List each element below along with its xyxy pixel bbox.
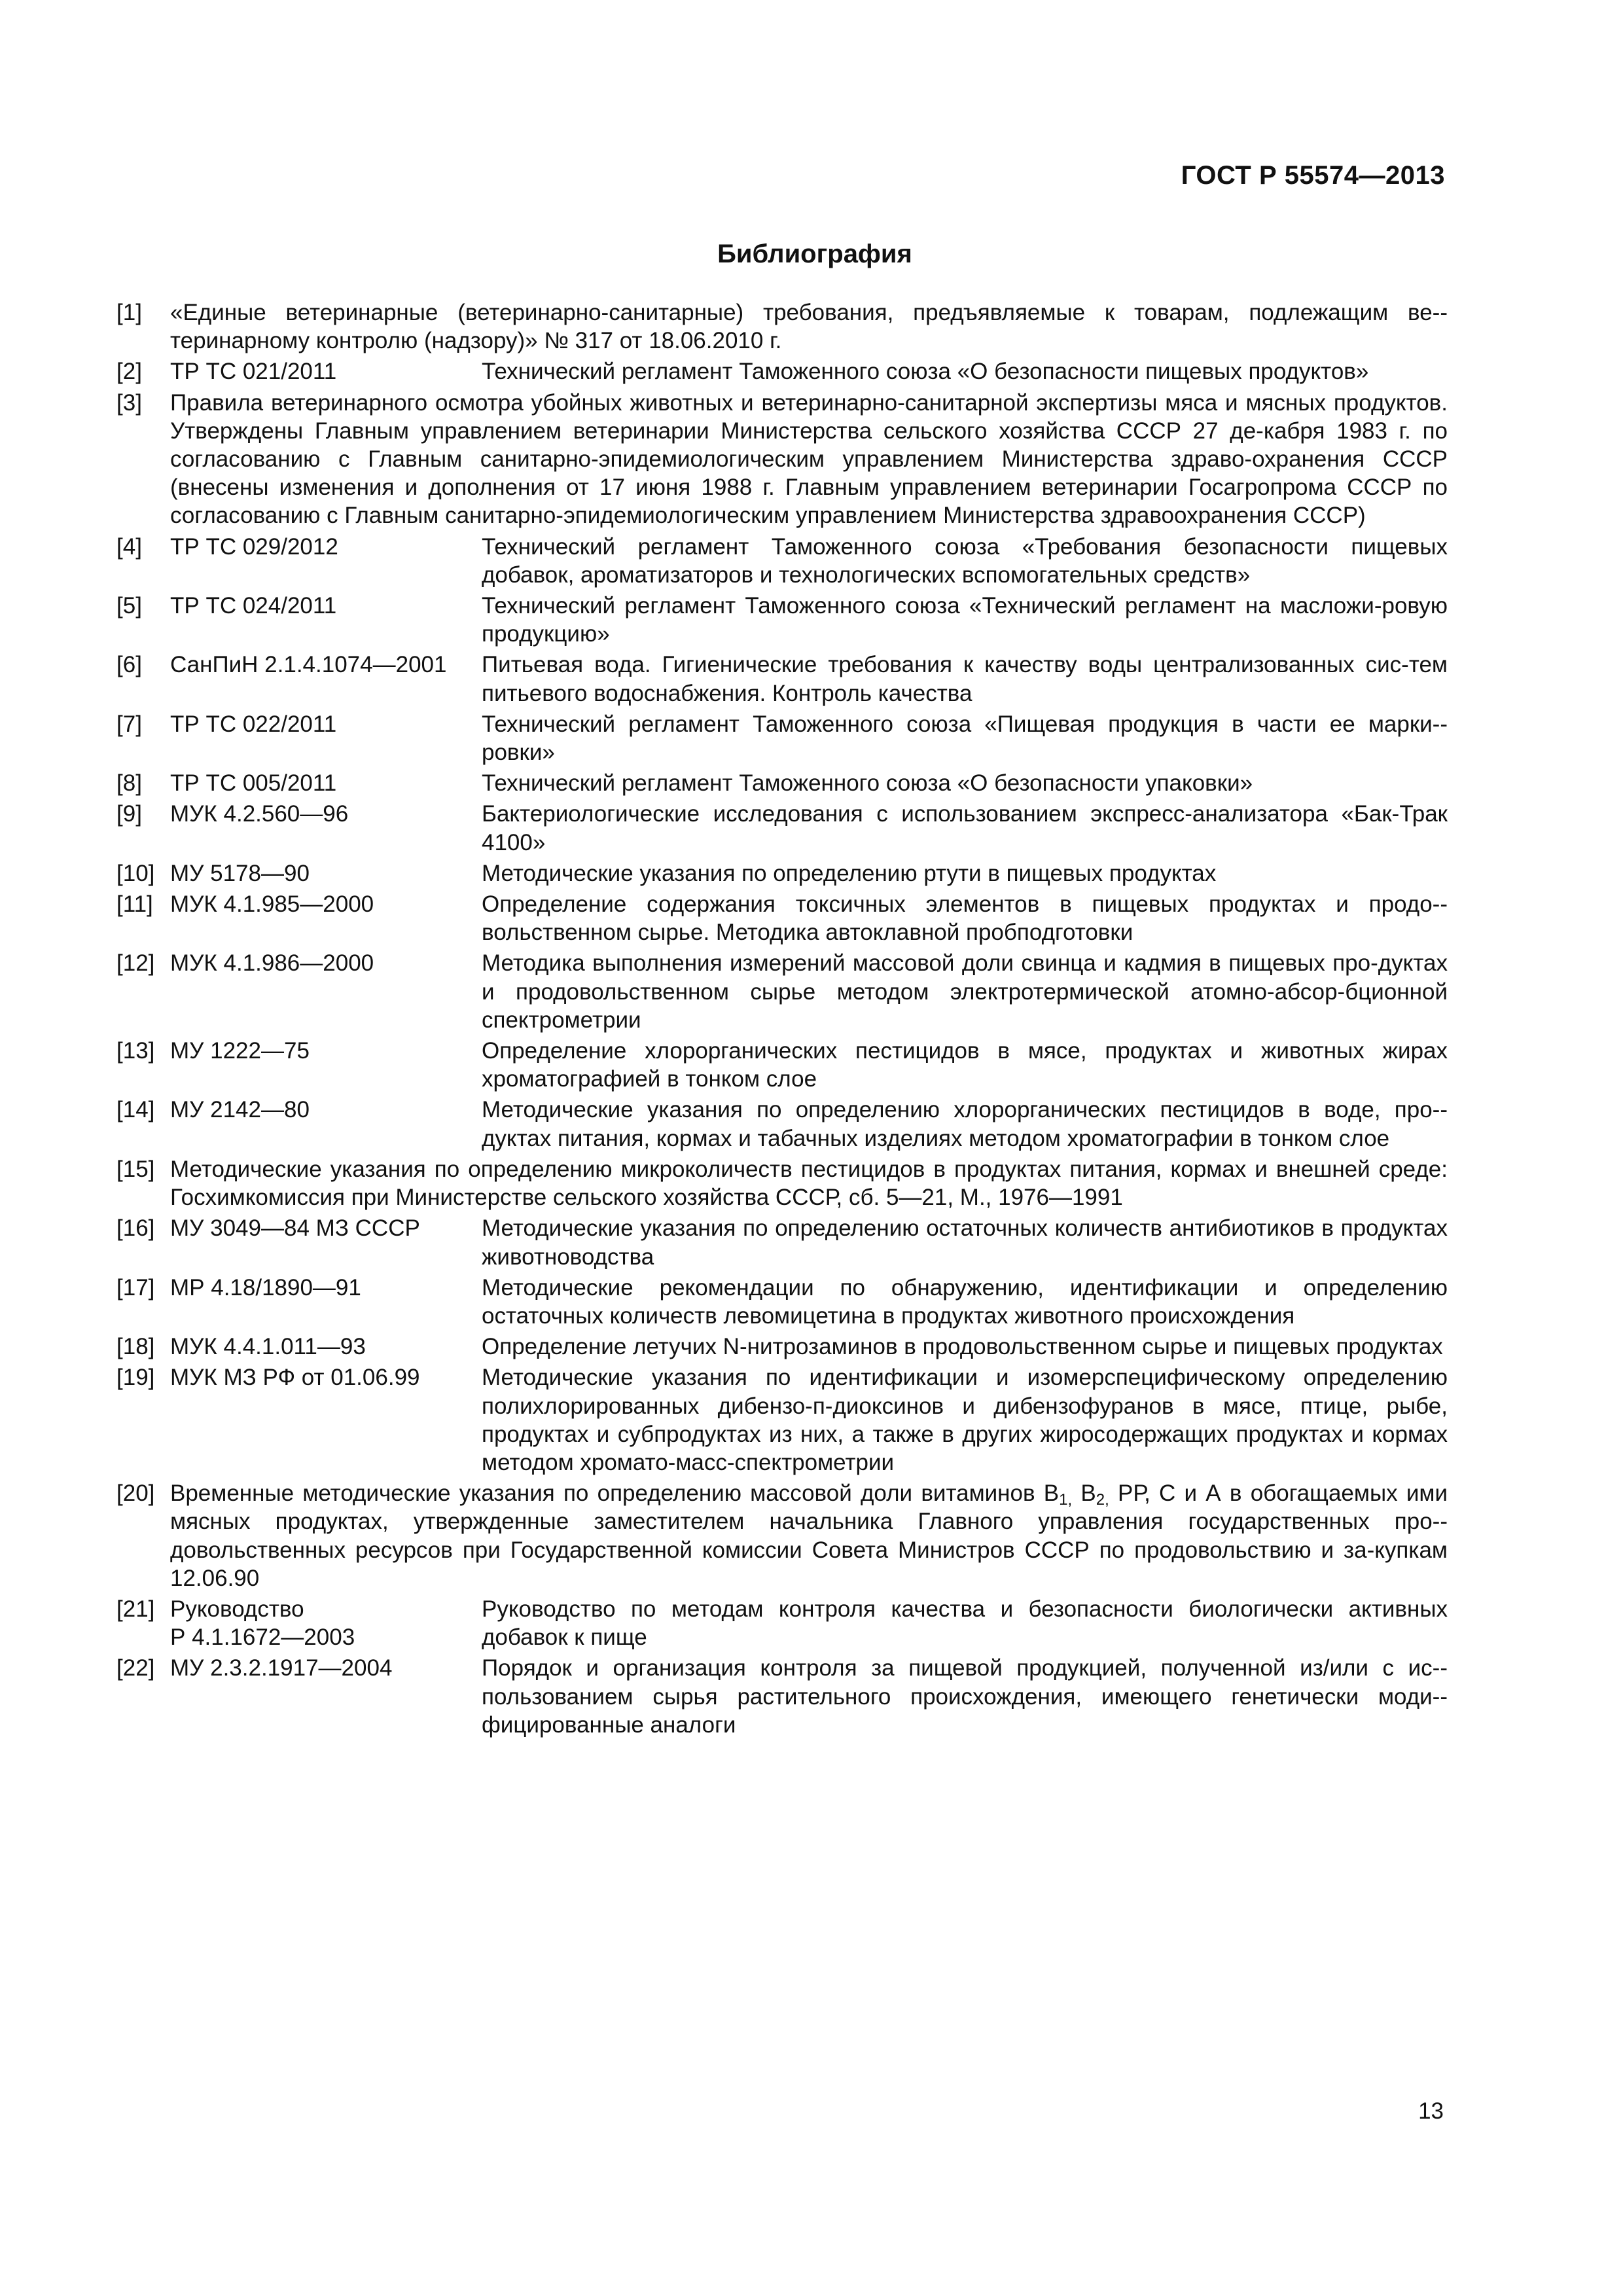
page-number: 13 [1418,2098,1444,2124]
bibliography-entry-7 [116,710,1448,766]
entry-description: Технический регламент Таможенного союза «Пищевая продукция в части ее марки-ровки» [482,711,1448,766]
bibliography-entry-11 [116,890,1448,946]
entry-description: Питьевая вода. Гигиенические требования к качеству воды централизованных сис-тем питьевого водоснабжения. Контроль качества [482,652,1448,706]
bibliography-entry-19 [116,1363,1448,1477]
bibliography-entry-20 [116,1479,1448,1592]
bibliography-entry-1 [116,298,1448,355]
entry-number: [12] [116,950,155,977]
entry-number: [19] [116,1365,155,1391]
document-code: ГОСТ Р 55574—2013 [1181,161,1445,190]
entry-number: [1] [116,300,142,325]
entry-code: МУК 4.2.560—96 [170,801,349,827]
entry-number: [6] [116,652,142,678]
entry-text: Правила ветеринарного осмотра убойных животных и ветеринарно-санитарной экспертизы мяса и мясных продуктов. Утверждены Главным управлением ветеринарии Министерства сельского хозяйства СССР 27 де-кабря 1983 г. по согласованию с Главным санитарно-эпидемиологическим управлением Министерства здраво-охранения СССР (внесены изменения и дополнения от 17 июня 1988 г. Главным управлением ветеринарии Госагропрома СССР по согласованию с Главным санитарно-эпидемиологическим управлением Министерства здравоохранения СССР) [170,389,1448,529]
entry-description: Методические указания по определению хлорорганических пестицидов в воде, про-дуктах питания, кормах и табачных изделиях методом хроматографии в тонком слое [482,1097,1448,1151]
bibliography-entry-8 [116,769,1448,797]
entry-description: Порядок и организация контроля за пищевой продукцией, полученной из/или с ис-пользованием сырья растительного происхождения, имеющего генетически моди-фицированные аналоги [482,1655,1448,1738]
entry-number: [3] [116,389,142,416]
entry-code: МУ 2.3.2.1917—2004 [170,1655,393,1681]
bibliography-entry-6 [116,651,1448,707]
bibliography-entry-15 [116,1155,1448,1211]
entry-code: ТР ТС 021/2011 [170,359,337,385]
entry-code: СанПиН 2.1.4.1074—2001 [170,652,447,678]
bibliography-list [116,298,1448,1742]
subscript: 2, [1096,1491,1109,1509]
entry-description: Методика выполнения измерений массовой доли свинца и кадмия в пищевых про-дуктах и продовольственном сырье методом электротермической атомно-абсор-бционной спектрометрии [482,950,1448,1033]
entry-text [170,1479,1448,1592]
entry-description: Технический регламент Таможенного союза «Требования безопасности пищевых добавок, ароматизаторов и технологических вспомогательных средств» [482,533,1448,588]
entry-description: Методические указания по определению ртути в пищевых продуктах [482,860,1217,886]
entry-description: Методические рекомендации по обнаружению, идентификации и определению остаточных количеств левомицетина в продуктах животного происхождения [482,1274,1448,1329]
entry-number: [2] [116,359,142,385]
entry-code: МУ 5178—90 [170,860,310,886]
bibliography-entry-21 [116,1595,1448,1651]
entry-number: [9] [116,801,142,827]
entry-number: [20] [116,1480,155,1507]
bibliography-entry-2 [116,357,1448,386]
entry-number: [22] [116,1655,155,1681]
entry-number: [8] [116,770,142,797]
bibliography-entry-4 [116,533,1448,589]
entry-description: Технический регламент Таможенного союза «О безопасности пищевых продуктов» [482,359,1369,385]
entry-code: МУК МЗ РФ от 01.06.99 [170,1365,420,1391]
entry-code: МУ 1222—75 [170,1038,310,1064]
bibliography-entry-18 [116,1333,1448,1361]
entry-number: [17] [116,1274,155,1300]
entry-text: «Единые ветеринарные (ветеринарно-санитарные) требования, предъявляемые к товарам, подлежащим ве-теринарному контролю (надзору)» № 317 от 18.06.2010 г. [170,300,1448,354]
entry-description: Бактериологические исследования с использованием экспресс-анализатора «Бак-Трак 4100» [482,801,1448,855]
bibliography-entry-16 [116,1214,1448,1270]
bibliography-entry-10 [116,859,1448,888]
entry-code: ТР ТС 024/2011 [170,593,337,619]
entry-number: [15] [116,1156,155,1182]
bibliography-entry-9 [116,800,1448,856]
entry-number: [7] [116,711,142,737]
entry-description: Определение содержания токсичных элементов в пищевых продуктах и продо-вольственном сырье. Методика автоклавной пробподготовки [482,891,1448,946]
entry-code: МУК 4.1.985—2000 [170,891,374,918]
entry-number: [5] [116,593,142,619]
entry-code: МУ 3049—84 МЗ СССР [170,1215,420,1242]
bibliography-entry-22 [116,1654,1448,1739]
entry-number: [16] [116,1215,155,1242]
bibliography-entry-13 [116,1037,1448,1093]
subscript: 1, [1059,1491,1073,1509]
entry-number: [14] [116,1097,155,1123]
entry-code: ТР ТС 005/2011 [170,770,337,797]
entry-description: Методические указания по определению остаточных количеств антибиотиков в продуктах животноводства [482,1215,1448,1270]
entry-number: [18] [116,1334,155,1360]
bibliography-entry-17 [116,1274,1448,1330]
entry-number: [10] [116,860,155,886]
entry-text: Методические указания по определению микроколичеств пестицидов в продуктах питания, кормах и внешней среде: Госхимкомиссия при Министерстве сельского хозяйства СССР, сб. 5—21, М., 1976—1991 [170,1156,1448,1211]
entry-description: Технический регламент Таможенного союза «Технический регламент на масложи-ровую продукцию» [482,593,1448,647]
entry-code: МУ 2142—80 [170,1097,310,1123]
entry-code: МУК 4.1.986—2000 [170,950,374,977]
page-title: Библиография [717,240,912,268]
entry-number: [4] [116,533,142,560]
bibliography-entry-14 [116,1096,1448,1152]
entry-code: Руководство Р 4.1.1672—2003 [170,1596,355,1651]
entry-number: [11] [116,891,153,918]
entry-code: МУК 4.4.1.011—93 [170,1334,366,1360]
entry-code: ТР ТС 022/2011 [170,711,337,737]
bibliography-entry-12 [116,949,1448,1034]
entry-description: Определение хлорорганических пестицидов в мясе, продуктах и животных жирах хроматографией в тонком слое [482,1038,1448,1092]
entry-code: ТР ТС 029/2012 [170,533,338,560]
entry-number: [21] [116,1596,155,1622]
bibliography-entry-5 [116,592,1448,648]
bibliography-entry-3 [116,389,1448,530]
entry-description: Определение летучих N-нитрозаминов в продовольственном сырье и пищевых продуктах [482,1334,1443,1360]
entry-number: [13] [116,1038,155,1064]
entry-code: МР 4.18/1890—91 [170,1274,361,1300]
entry-text-part: РР, С и А в обогащаемых ими мясных продуктах, утвержденные заместителем начальника Главного управления государственных про-довольственных ресурсов при Государственной комиссии Совета Министров СССР по продовольствию и за-купкам 12.06.90 [170,1480,1448,1591]
entry-text-part: Временные методические указания по определению массовой доли витаминов В [170,1480,1060,1507]
entry-text-part: В [1072,1480,1096,1507]
entry-description: Технический регламент Таможенного союза «О безопасности упаковки» [482,770,1253,797]
entry-description: Руководство по методам контроля качества и безопасности биологически активных добавок к пище [482,1596,1448,1651]
entry-description: Методические указания по идентификации и изомерспецифическому определению полихлорированных дибензо-п-диоксинов и дибензофуранов в мясе, птице, рыбе, продуктах и субпродуктах из них, а также в других жиросодержащих продуктах и кормах методом хромато-масс-спектрометрии [482,1365,1448,1475]
